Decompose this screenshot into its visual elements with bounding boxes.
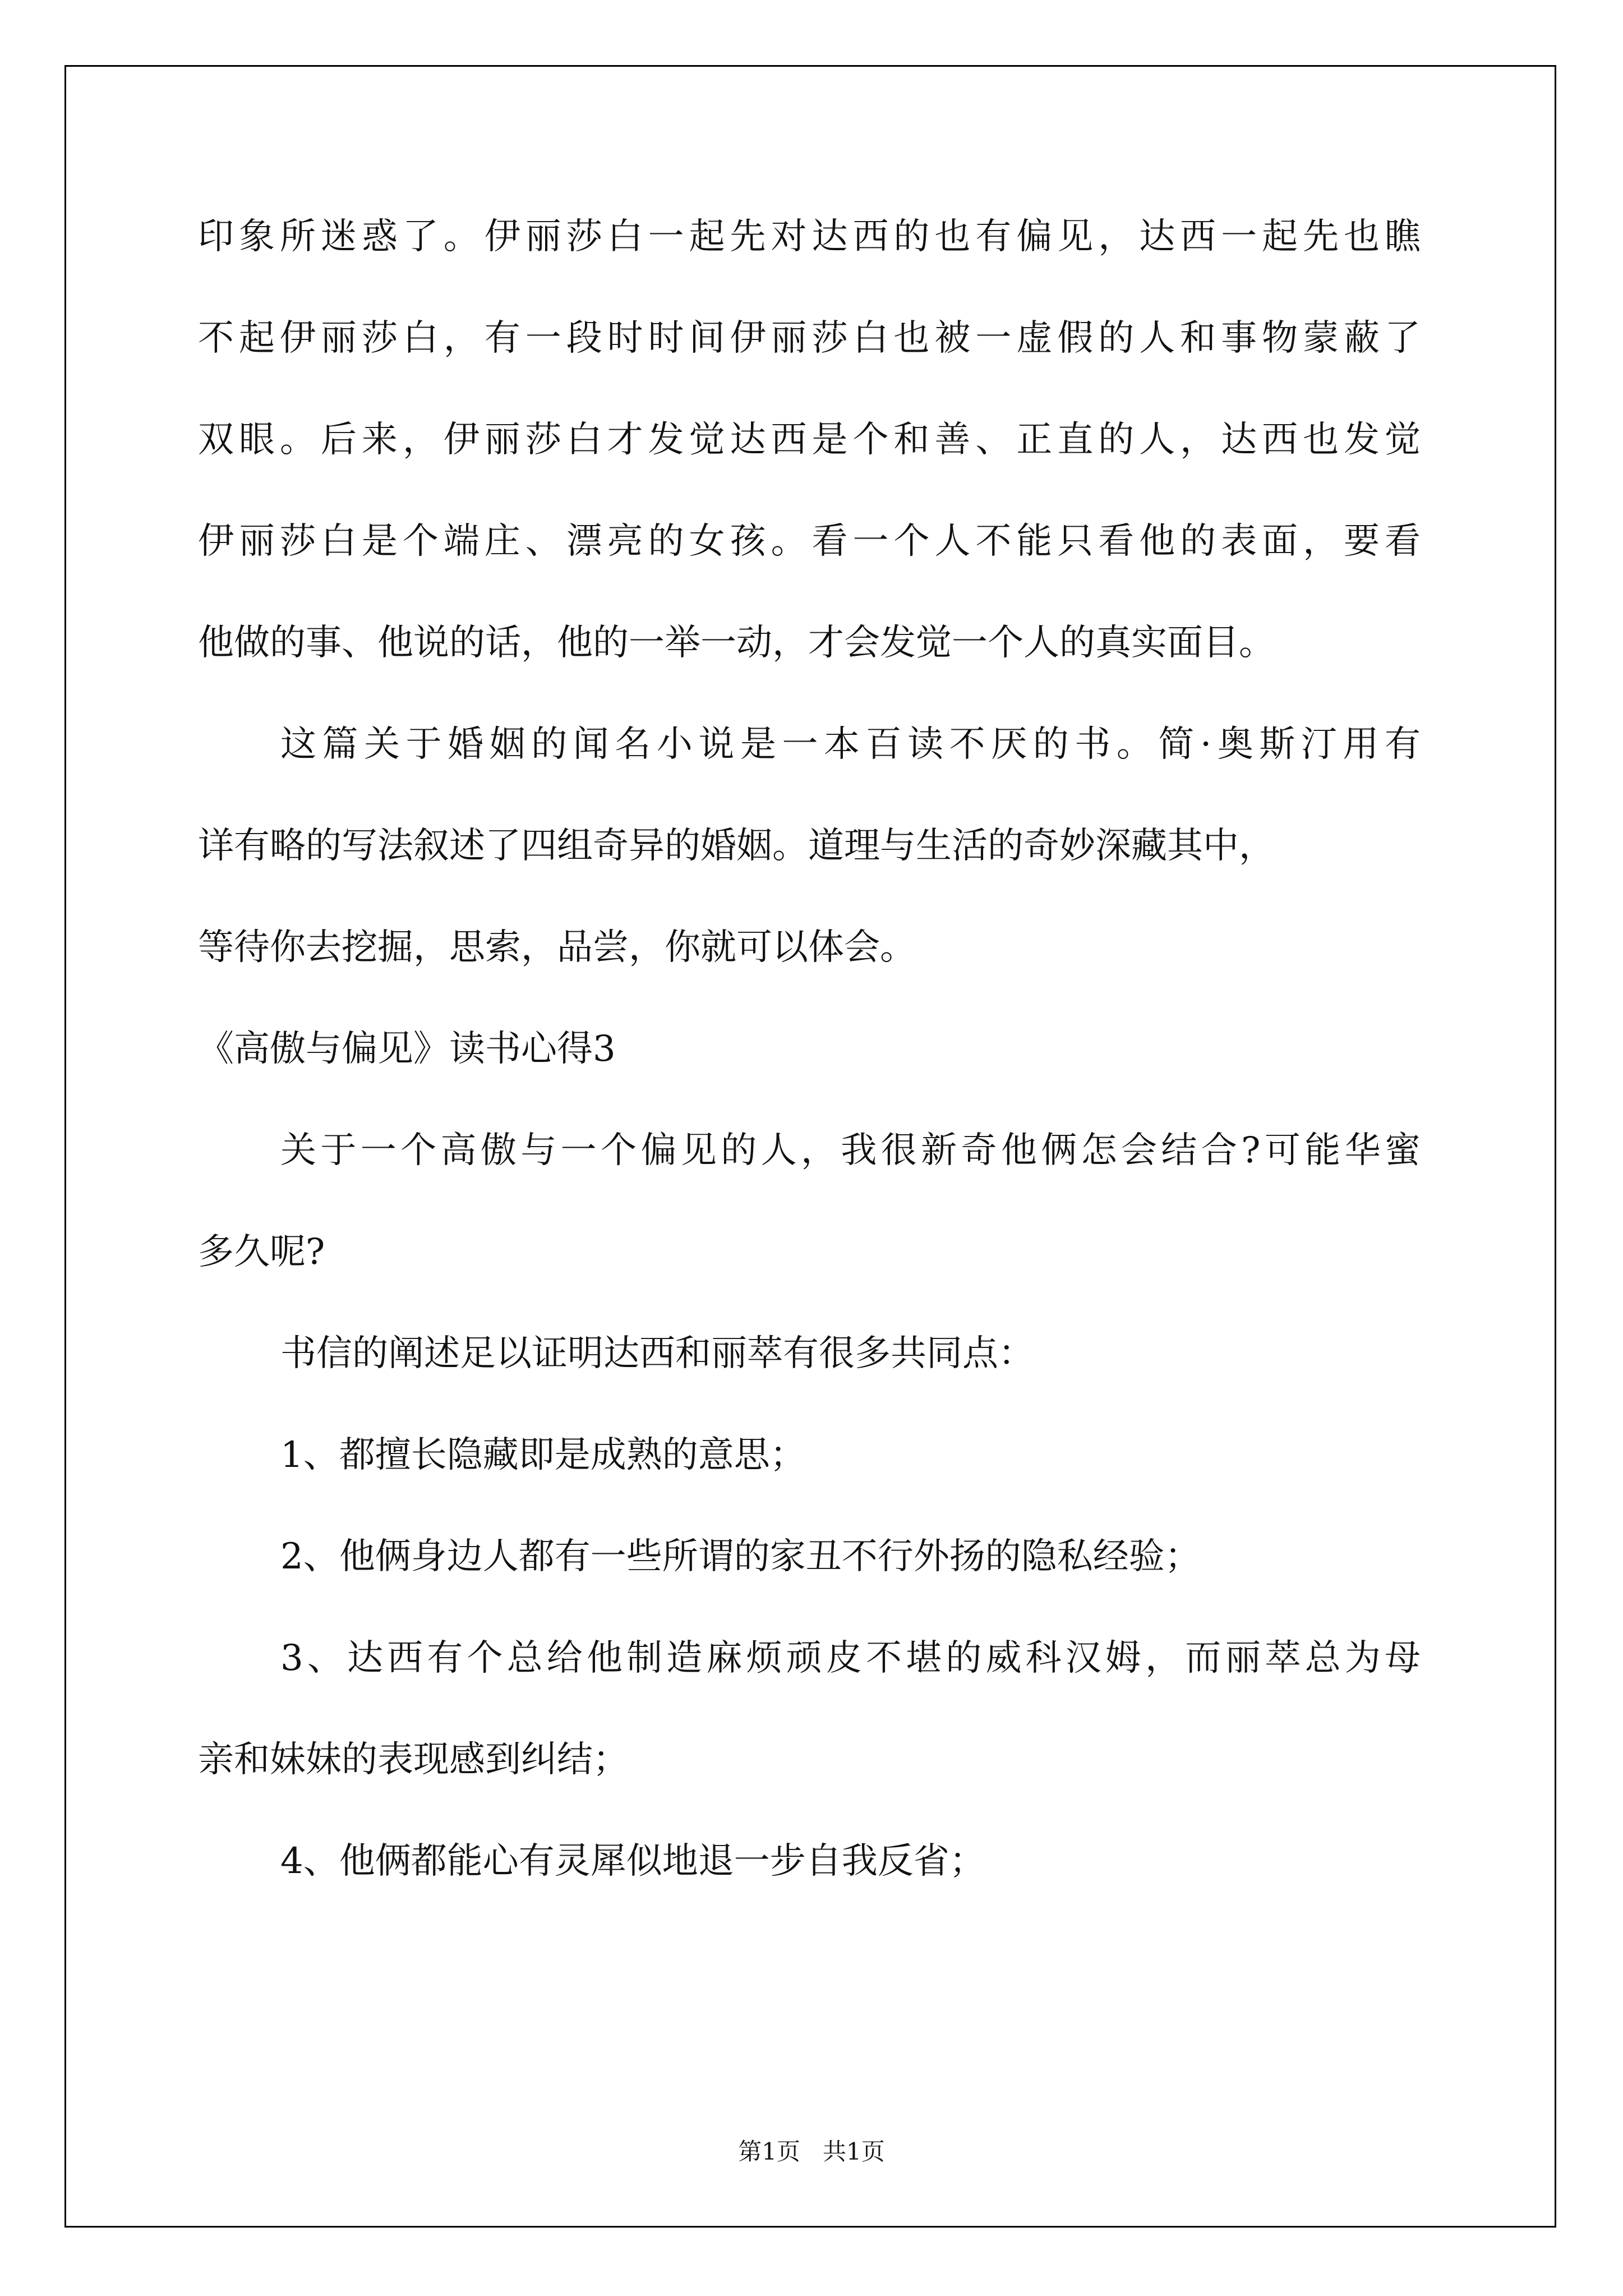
paragraph-line: 印象所迷惑了。伊丽莎白一起先对达西的也有偏见，达西一起先也瞧 (198, 216, 1421, 257)
paragraph-line: 关于一个高傲与一个偏见的人，我很新奇他俩怎会结合?可能华蜜 (280, 1130, 1421, 1171)
section-heading: 《高傲与偏见》读书心得3 (198, 1028, 616, 1070)
page-footer: 第1页 共1页 (738, 2138, 885, 2165)
paragraph-line: 书信的阐述足以证明达西和丽萃有很多共同点： (280, 1333, 1034, 1374)
paragraph-line: 详有略的写法叙述了四组奇异的婚姻。道理与生活的奇妙深藏其中， (198, 825, 1275, 867)
paragraph-line: 多久呢? (198, 1231, 325, 1273)
paragraph-line: 双眼。后来，伊丽莎白才发觉达西是个和善、正直的人，达西也发觉 (198, 419, 1421, 461)
paragraph-line: 这篇关于婚姻的闻名小说是一本百读不厌的书。简·奥斯汀用有 (280, 724, 1421, 765)
list-item-continuation: 亲和妹妹的表现感到纠结； (198, 1739, 629, 1780)
list-item: 2、他俩身边人都有一些所谓的家丑不行外扬的隐私经验； (280, 1536, 1201, 1577)
list-item: 4、他俩都能心有灵犀似地退一步自我反省； (280, 1841, 985, 1882)
paragraph-line: 他做的事、他说的话，他的一举一动，才会发觉一个人的真实面目。 (198, 622, 1275, 664)
list-item: 3、达西有个总给他制造麻烦顽皮不堪的威科汉姆，而丽萃总为母 (280, 1637, 1421, 1679)
paragraph-line: 不起伊丽莎白，有一段时时间伊丽莎白也被一虚假的人和事物蒙蔽了 (198, 318, 1421, 359)
list-item: 1、都擅长隐藏即是成熟的意思； (280, 1434, 806, 1476)
paragraph-line: 伊丽莎白是个端庄、漂亮的女孩。看一个人不能只看他的表面，要看 (198, 521, 1421, 562)
paragraph-line: 等待你去挖掘，思索，品尝，你就可以体会。 (198, 927, 916, 968)
